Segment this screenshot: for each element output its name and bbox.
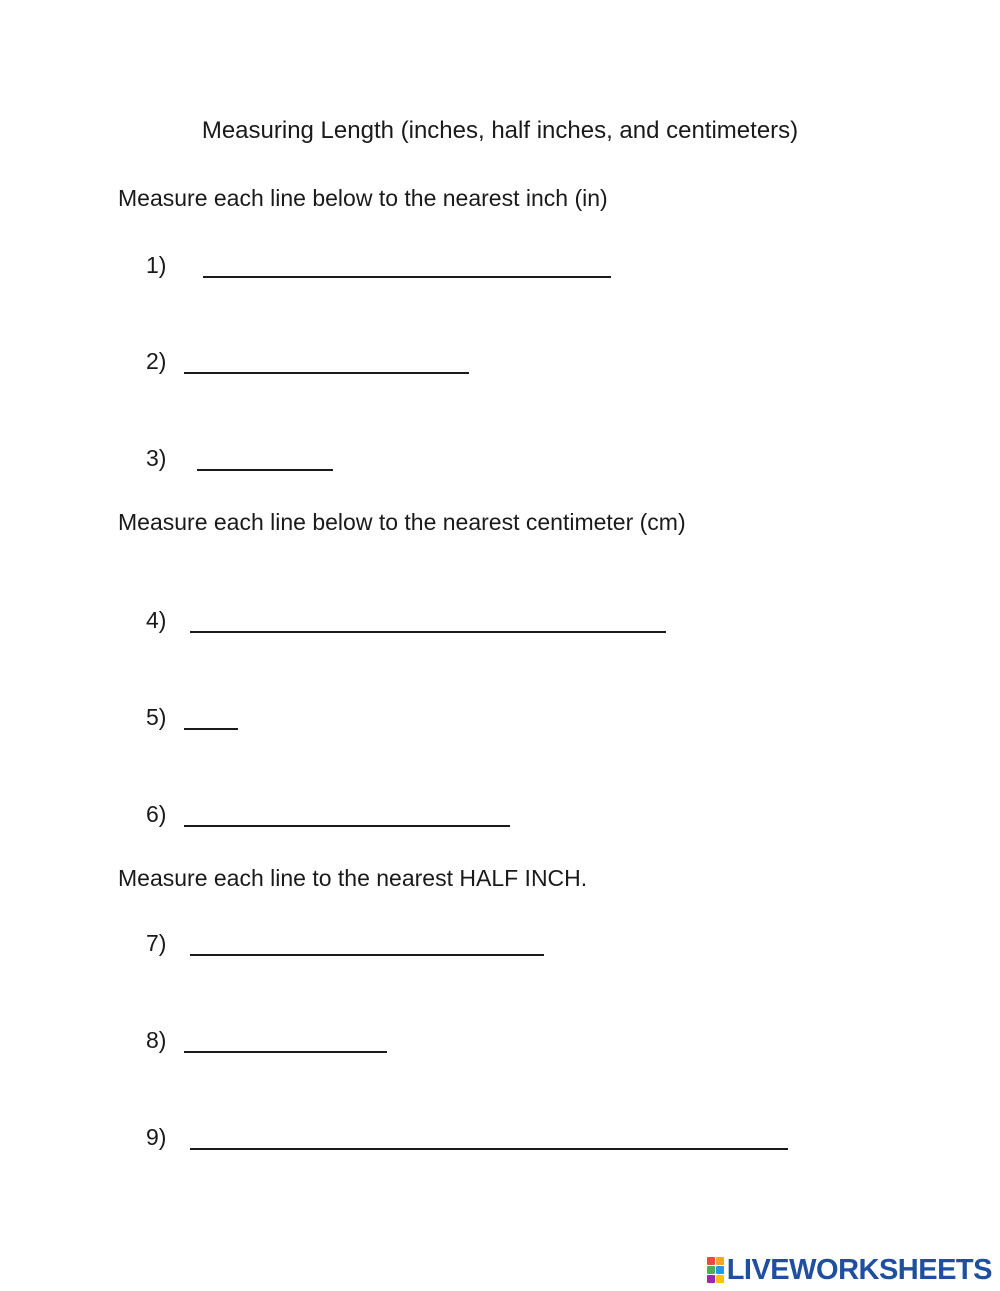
logo-block xyxy=(716,1257,724,1265)
measurement-line xyxy=(184,1051,387,1053)
question-number: 6) xyxy=(146,801,167,827)
question-number: 8) xyxy=(146,1027,167,1053)
logo-block xyxy=(707,1257,715,1265)
question-1 xyxy=(0,251,1000,287)
logo-block xyxy=(716,1266,724,1274)
question-8 xyxy=(0,1026,1000,1062)
question-2 xyxy=(0,347,1000,383)
question-7 xyxy=(0,929,1000,965)
measurement-line xyxy=(203,276,611,278)
section-3-instruction: Measure each line to the nearest HALF INCH. xyxy=(118,865,588,891)
logo-block xyxy=(716,1275,724,1283)
measurement-line xyxy=(190,631,666,633)
question-number: 3) xyxy=(146,445,167,471)
question-6 xyxy=(0,800,1000,836)
question-number: 2) xyxy=(146,348,167,374)
measurement-line xyxy=(184,825,510,827)
logo-block xyxy=(707,1275,715,1283)
question-number: 4) xyxy=(146,607,167,633)
question-number: 9) xyxy=(146,1124,167,1150)
logo-block xyxy=(707,1266,715,1274)
question-number: 1) xyxy=(146,252,167,278)
measurement-line xyxy=(190,1148,788,1150)
question-3 xyxy=(0,444,1000,480)
question-number: 5) xyxy=(146,704,167,730)
liveworksheets-logo xyxy=(707,1255,992,1285)
question-9 xyxy=(0,1123,1000,1159)
measurement-line xyxy=(184,372,469,374)
logo-blocks-icon xyxy=(707,1257,724,1283)
measurement-line xyxy=(184,728,238,730)
logo-text: LIVEWORKSHEETS xyxy=(726,1254,992,1286)
question-5 xyxy=(0,703,1000,739)
measurement-line xyxy=(190,954,544,956)
section-2-instruction: Measure each line below to the nearest centimeter (cm) xyxy=(118,509,686,535)
page-title: Measuring Length (inches, half inches, and centimeters) xyxy=(201,117,799,144)
question-number: 7) xyxy=(146,930,167,956)
measurement-line xyxy=(197,469,333,471)
section-1-instruction: Measure each line below to the nearest inch (in) xyxy=(118,185,608,211)
question-4 xyxy=(0,606,1000,642)
